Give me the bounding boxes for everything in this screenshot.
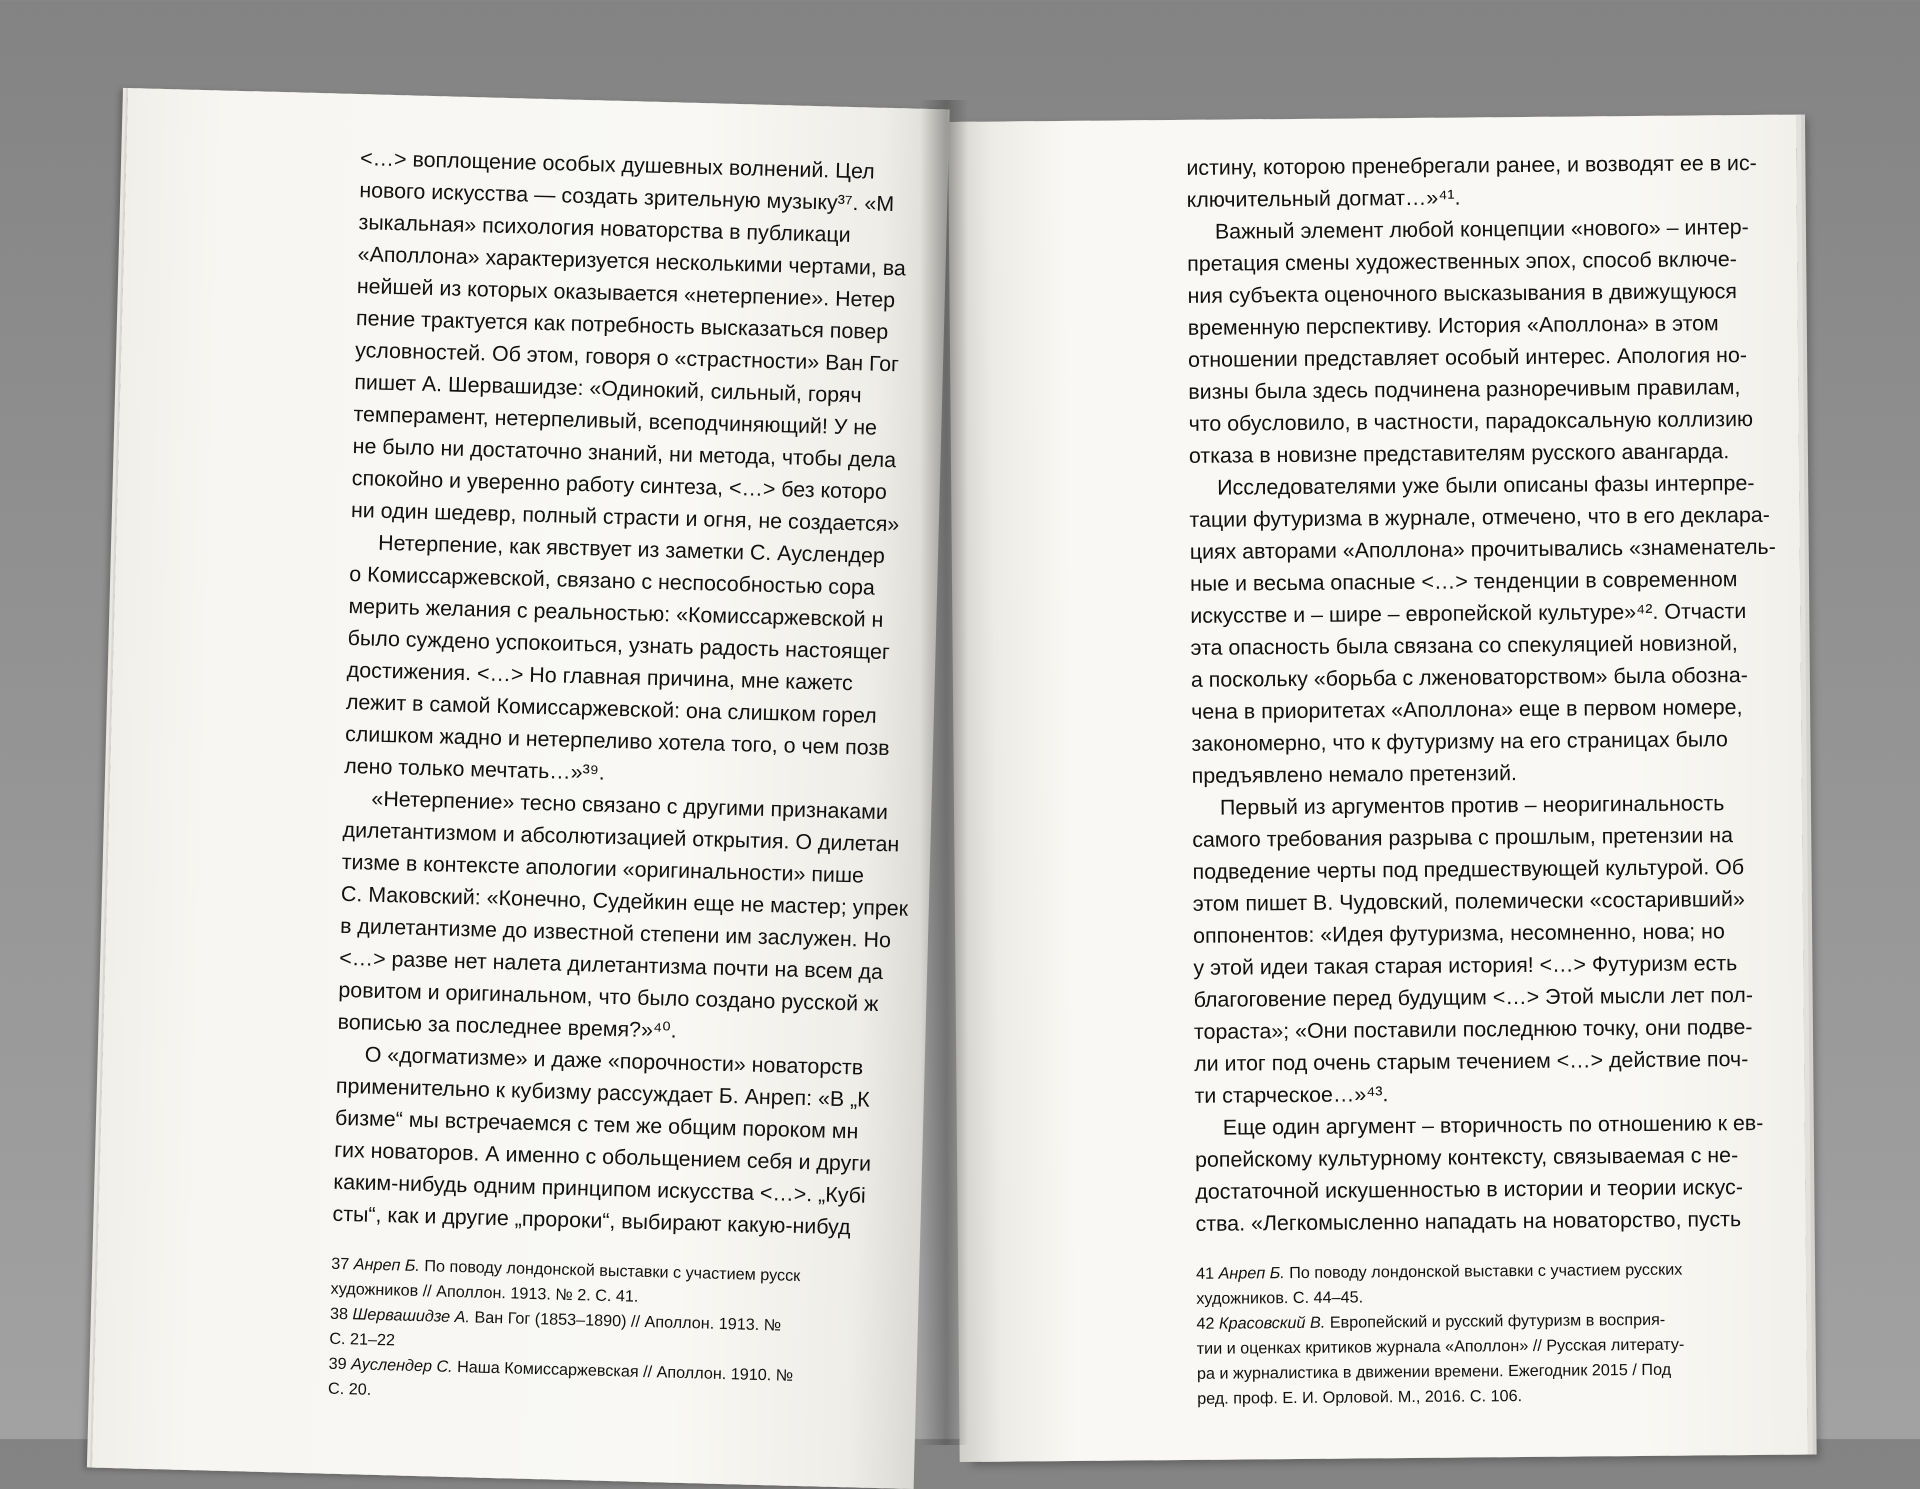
text-line: темперамент, нетерпеливый, всеподчиняющий! У не bbox=[353, 402, 878, 440]
text-line: благоговение перед будущим <…> Этой мысли лет пол- bbox=[1193, 983, 1754, 1012]
text-line: претация смены художественных эпох, способ включе- bbox=[1187, 247, 1737, 276]
text-line: самого требования разрыва с прошлым, претензии на bbox=[1192, 823, 1734, 852]
text-line: ные и весьма опасные <…> тенденции в современном bbox=[1189, 567, 1738, 596]
text-line: о Комиссаржевской, связано с неспособностью сора bbox=[349, 561, 876, 600]
text-line: подведение черты под предшествующей культурой. Об bbox=[1192, 855, 1745, 884]
text-line: было суждено успокоиться, узнать радость настоящег bbox=[347, 625, 891, 665]
text-line: ровитом и оригинальном, что было создано русской ж bbox=[338, 977, 879, 1016]
text-line: сты“, как и другие „пророки“, выбирают какую-нибуд bbox=[332, 1201, 851, 1240]
footnote-text: По поводу лондонской выставки с участием русск bbox=[419, 1257, 801, 1286]
footnote-author: Шервашидзе А. bbox=[352, 1305, 471, 1327]
footnote-text: художников // Аполлон. 1913. № 2. С. 41. bbox=[330, 1279, 639, 1306]
text-line: этом пишет В. Чудовский, полемически «состаривший» bbox=[1192, 887, 1745, 916]
text-line: гих новаторов. А именно с обольщением себя и други bbox=[333, 1137, 872, 1176]
text-line: оппонентов: «Идея футуризма, несомненно, нова; но bbox=[1193, 919, 1725, 948]
text-line: «Аполлона» характеризуется несколькими чертами, ва bbox=[357, 242, 907, 281]
text-line: отношении представляет особый интерес. Апология но- bbox=[1187, 343, 1748, 372]
footnote-number: 41 bbox=[1195, 1264, 1215, 1283]
footnote-text: тии и оценках критиков журнала «Аполлон» // Русская литерату- bbox=[1196, 1335, 1685, 1358]
text-line: пишет А. Шервашидзе: «Одинокий, сильный, горяч bbox=[354, 370, 862, 408]
footnote-author: Красовский В. bbox=[1218, 1313, 1326, 1333]
text-line: циях авторами «Аполлона» прочитывались «знаменатель- bbox=[1189, 534, 1776, 564]
text-line: Первый из аргументов против – неоригинальность bbox=[1219, 791, 1725, 820]
text-line: предъявлено немало претензий. bbox=[1191, 761, 1518, 788]
text-line: нового искусства — создать зрительную музыку³⁷. «М bbox=[359, 178, 895, 217]
footnote-author: Анреп Б. bbox=[1218, 1264, 1285, 1283]
text-line: пение трактуется как потребность высказаться повер bbox=[355, 306, 889, 344]
right-footnotes bbox=[1196, 1257, 1795, 1412]
text-line: Важный элемент любой концепции «нового» – интер- bbox=[1214, 215, 1749, 244]
text-line: «Нетерпение» тесно связано с другими признаками bbox=[371, 786, 889, 825]
text-line: ключительный догмат…»⁴¹. bbox=[1186, 185, 1461, 212]
footnote-text: Наша Комиссаржевская // Аполлон. 1910. № bbox=[452, 1357, 794, 1385]
text-line: визны была здесь подчинена разноречивым правилам, bbox=[1188, 375, 1741, 404]
bleed-through-text bbox=[138, 128, 309, 164]
text-line: С. Маковский: «Конечно, Судейкин еще не мастер; упрек bbox=[340, 881, 909, 921]
footnote-author: Ауслендер С. bbox=[350, 1355, 453, 1376]
text-line: <…> воплощение особых душевных волнений. Цел bbox=[359, 146, 876, 184]
text-line: ни один шедевр, полный страсти и огня, не создается» bbox=[350, 497, 900, 537]
footnote-text: Европейский и русский футуризм в восприя- bbox=[1325, 1310, 1666, 1332]
text-line: ли итог под очень старым течением <…> действие поч- bbox=[1194, 1047, 1749, 1076]
bleed-through-text bbox=[970, 134, 1160, 168]
text-line: а поскольку «борьба с лженоваторством» была обозна- bbox=[1190, 663, 1748, 692]
footnote-author: Анреп Б. bbox=[353, 1255, 421, 1276]
text-line: бизме“ мы встречаемся с тем же общим пороком мн bbox=[334, 1105, 859, 1144]
text-line: О «догматизме» и даже «порочности» новаторств bbox=[364, 1042, 864, 1080]
text-line: искусстве и – шире – европейской культуре»⁴². Отчасти bbox=[1190, 599, 1747, 628]
left-page bbox=[92, 88, 950, 1489]
footnote-text: С. 21–22 bbox=[329, 1329, 396, 1350]
text-line: спокойно и уверенно работу синтеза, <…> без которо bbox=[351, 465, 888, 504]
text-line: в дилетантизме до известной степени им заслужен. Но bbox=[339, 913, 892, 953]
footnote-text: С. 20. bbox=[327, 1379, 372, 1399]
text-line: что обусловило, в частности, парадоксальную коллизию bbox=[1188, 406, 1754, 436]
text-line: мерить желания с реальностью: «Комиссаржевской н bbox=[348, 593, 884, 632]
right-page bbox=[948, 115, 1808, 1462]
text-line: ропейскому культурному контексту, связываемая с не- bbox=[1194, 1143, 1739, 1172]
footnote-line bbox=[1197, 1382, 1795, 1412]
text-line: истину, которою пренебрегали ранее, и возводят ее в ис- bbox=[1186, 150, 1757, 180]
text-line: временную перспективу. История «Аполлона» в этом bbox=[1187, 311, 1719, 340]
text-line: зыкальная» психология новаторства в публикаци bbox=[358, 210, 851, 247]
text-line: <…> разве нет налета дилетантизма почти на всем да bbox=[338, 945, 884, 985]
text-line: Еще один аргумент – вторичность по отношению к ев- bbox=[1222, 1110, 1764, 1140]
text-line: ти старческое…»⁴³. bbox=[1194, 1082, 1389, 1108]
right-body-text bbox=[1186, 147, 1795, 1412]
footnote-text: ред. проф. Е. И. Орловой. М., 2016. С. 106. bbox=[1197, 1387, 1523, 1408]
text-line: применительно к кубизму рассуждает Б. Анреп: «В „К bbox=[335, 1073, 871, 1112]
text-line: у этой идеи такая старая история! <…> Футуризм есть bbox=[1193, 951, 1738, 980]
text-line: ства. «Легкомысленно нападать на новаторство, пусть bbox=[1195, 1207, 1742, 1236]
footnote-number: 39 bbox=[328, 1354, 347, 1374]
text-line: дилетантизмом и абсолютизацией открытия. О дилетан bbox=[342, 817, 900, 857]
text-line: достаточной искушенностью в истории и теории искус- bbox=[1195, 1175, 1743, 1204]
text-line: эта опасность была связана со спекуляцией новизной, bbox=[1190, 631, 1738, 660]
left-footnotes bbox=[328, 1252, 942, 1418]
footnote-number: 38 bbox=[329, 1304, 349, 1324]
text-line: условностей. Об этом, говоря о «страстности» Ван Гог bbox=[354, 338, 900, 377]
text-line: закономерно, что к футуризму на его страницах было bbox=[1191, 727, 1728, 756]
text-line: лено только мечтать…»³⁹. bbox=[344, 753, 606, 785]
text-line: чена в приоритетах «Аполлона» еще в первом номере, bbox=[1191, 695, 1743, 724]
text-line: каким-нибудь одним принципом искусства <…>. „Кубі bbox=[333, 1169, 867, 1208]
text-line: Исследователями уже были описаны фазы интерпре- bbox=[1217, 470, 1755, 500]
text-line: тораста»; «Они поставили последнюю точку, они подве- bbox=[1193, 1015, 1753, 1044]
text-line: не было ни достаточно знаний, ни метода, чтобы дела bbox=[352, 434, 897, 473]
text-line: нейшей из которых оказывается «нетерпение». Нетер bbox=[356, 274, 896, 313]
text-line: вописью за последнее время?»⁴⁰. bbox=[337, 1009, 677, 1043]
text-line: отказа в новизне представителям русского авангарда. bbox=[1188, 439, 1730, 468]
text-line: тизме в контексте апологии «оригинальности» пише bbox=[341, 849, 865, 888]
text-line: тации футуризма в журнале, отмечено, что в его деклара- bbox=[1189, 502, 1770, 532]
footnote-number: 37 bbox=[331, 1254, 350, 1274]
footnote-text: По поводу лондонской выставки с участием русских bbox=[1284, 1260, 1683, 1283]
footnote-text: Ван Гог (1853–1890) // Аполлон. 1913. № bbox=[469, 1308, 782, 1335]
footnote-text: ра и журналистика в движении времени. Ежегодник 2015 / Под bbox=[1196, 1360, 1672, 1383]
footnote-text: художников. С. 44–45. bbox=[1196, 1288, 1364, 1308]
left-body-text bbox=[328, 142, 950, 1418]
footnote-number: 42 bbox=[1196, 1314, 1215, 1333]
text-line: ния субъекта оценочного высказывания в движущуюся bbox=[1187, 279, 1738, 308]
text-line: достижения. <…> Но главная причина, мне кажетс bbox=[346, 657, 854, 696]
text-line: слишком жадно и нетерпеливо хотела того, о чем позв bbox=[344, 721, 890, 761]
text-line: Нетерпение, как явствует из заметки С. Ауслендер bbox=[377, 530, 886, 568]
text-line: лежит в самой Комиссаржевской: она слишком горел bbox=[345, 689, 877, 728]
